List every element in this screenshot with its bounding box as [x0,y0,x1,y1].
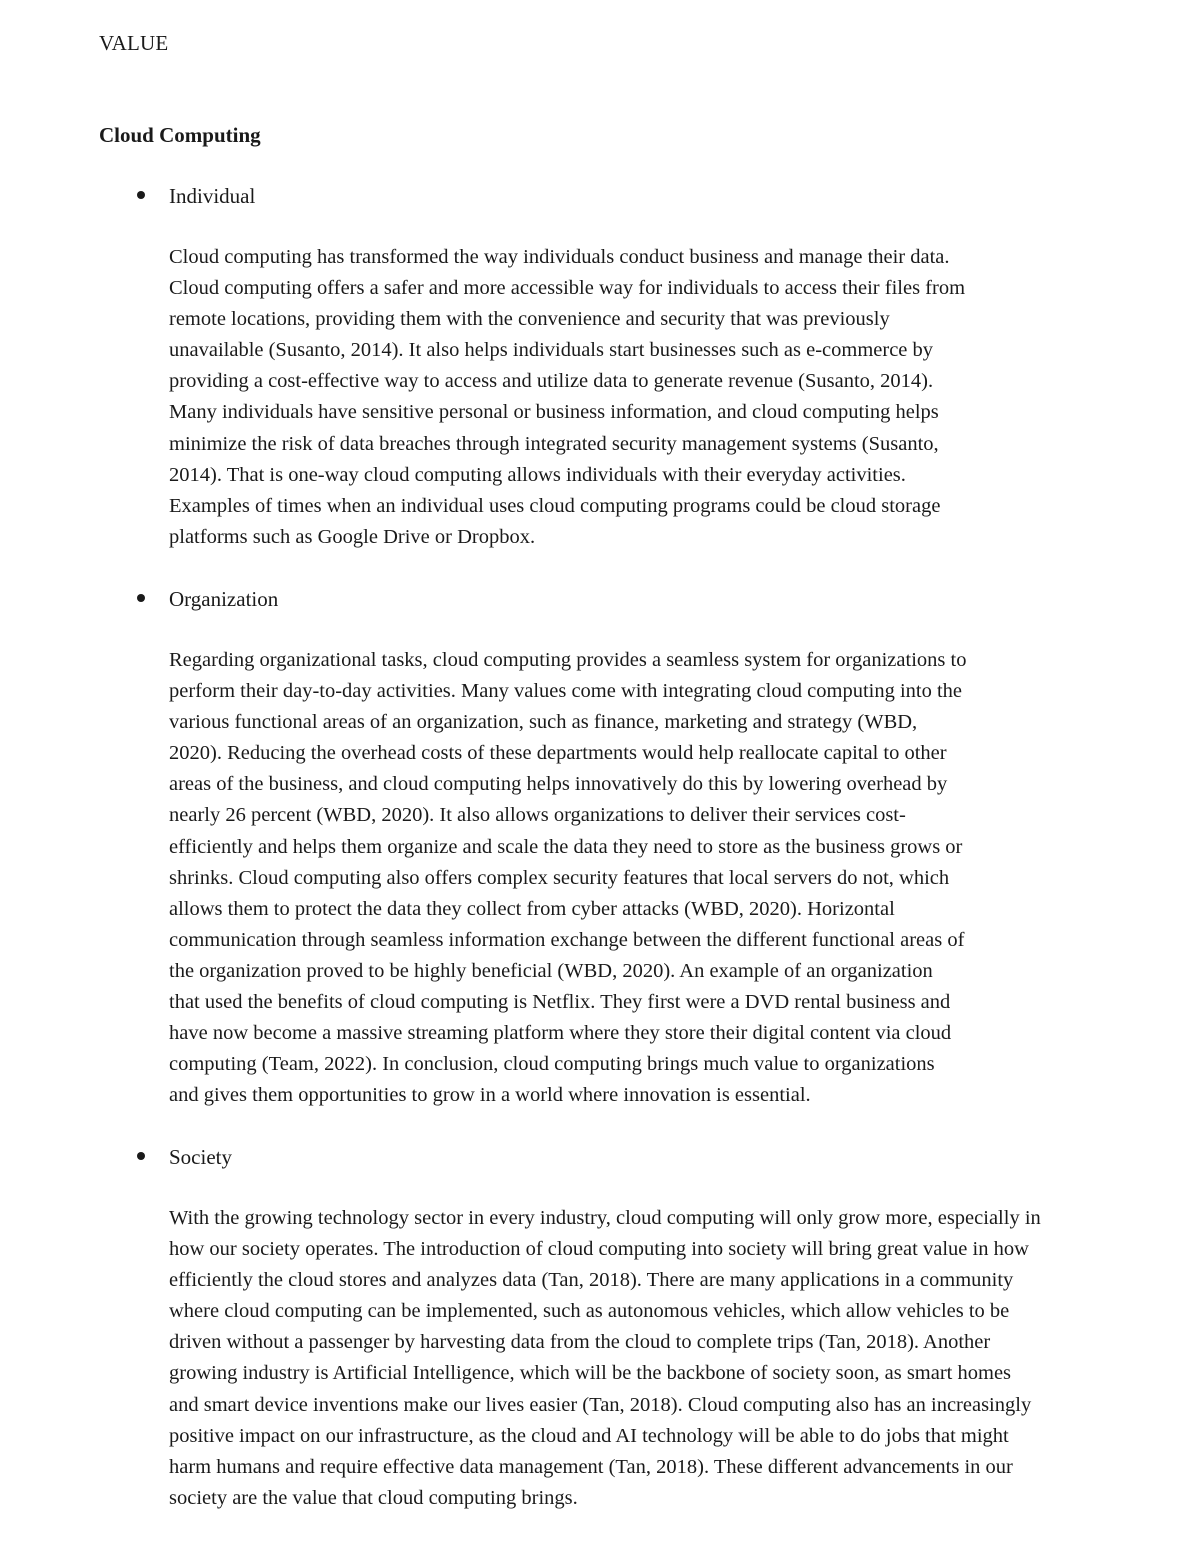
bullet-item-organization [0,584,600,615]
bullet-item-individual [0,181,600,212]
section-paragraph: Cloud computing has transformed the way individuals conduct business and manage their data. Cloud computing offers a safer and more accessible way for individuals to access their files from remote locations, providing them with the convenience and security that was previously unavailable (Susanto, 2014). It also helps individuals start businesses such as e-commerce by providing a cost-effective way to access and utilize data to generate revenue (Susanto, 2014). Many individuals have sensitive personal or business information, and cloud computing helps minimize the risk of data breaches through integrated security management systems (Susanto, 2014). That is one-way cloud computing allows individuals with their everyday activities. Examples of times when an individual uses cloud computing programs could be cloud storage platforms such as Google Drive or Dropbox. [169,246,966,548]
bullet-item-society [0,1142,600,1173]
bullet-icon [137,191,145,199]
bullet-label: Individual [169,184,256,208]
section-paragraph: With the growing technology sector in every industry, cloud computing will only grow more, especially in how our society operates. The introduction of cloud computing into society will bring great value in how efficiently the cloud stores and analyzes data (Tan, 2018). There are many applications in a community where cloud computing can be implemented, such as autonomous vehicles, which allow vehicles to be driven without a passenger by harvesting data from the cloud to complete trips (Tan, 2018). Another growing industry is Artificial Intelligence, which will be the backbone of society soon, as smart homes and smart device inventions make our lives easier (Tan, 2018). Cloud computing also has an increasingly positive impact on our infrastructure, as the cloud and AI technology will be able to do jobs that might harm humans and require effective data management (Tan, 2018). These different advancements in our society are the value that cloud computing brings. [169,1207,1041,1509]
page-header: VALUE [99,31,169,55]
section-paragraph: Regarding organizational tasks, cloud computing provides a seamless system for organizations to perform their day-to-day activities. Many values come with integrating cloud computing into the various functional areas of an organization, such as finance, marketing and strategy (WBD, 2020). Reducing the overhead costs of these departments would help reallocate capital to other areas of the business, and cloud computing helps innovatively do this by lowering overhead by nearly 26 percent (WBD, 2020). It also allows organizations to deliver their services cost- efficiently and helps them organize and scale the data they need to store as the business grows or shrinks. Cloud computing also offers complex security features that local servers do not, which allows them to protect the data they collect from cyber attacks (WBD, 2020). Horizontal communication through seamless information exchange between the different functional areas of the organization proved to be highly beneficial (WBD, 2020). An example of an organization that used the benefits of cloud computing is Netflix. They first were a DVD rental business and have now become a massive streaming platform where they store their digital content via cloud computing (Team, 2022). In conclusion, cloud computing brings much value to organizations and gives them opportunities to grow in a world where innovation is essential. [169,649,967,1107]
document-heading: Cloud Computing [99,123,261,147]
bullet-label: Organization [169,587,279,611]
bullet-label: Society [169,1145,232,1169]
bullet-icon [137,1152,145,1160]
bullet-icon [137,594,145,602]
